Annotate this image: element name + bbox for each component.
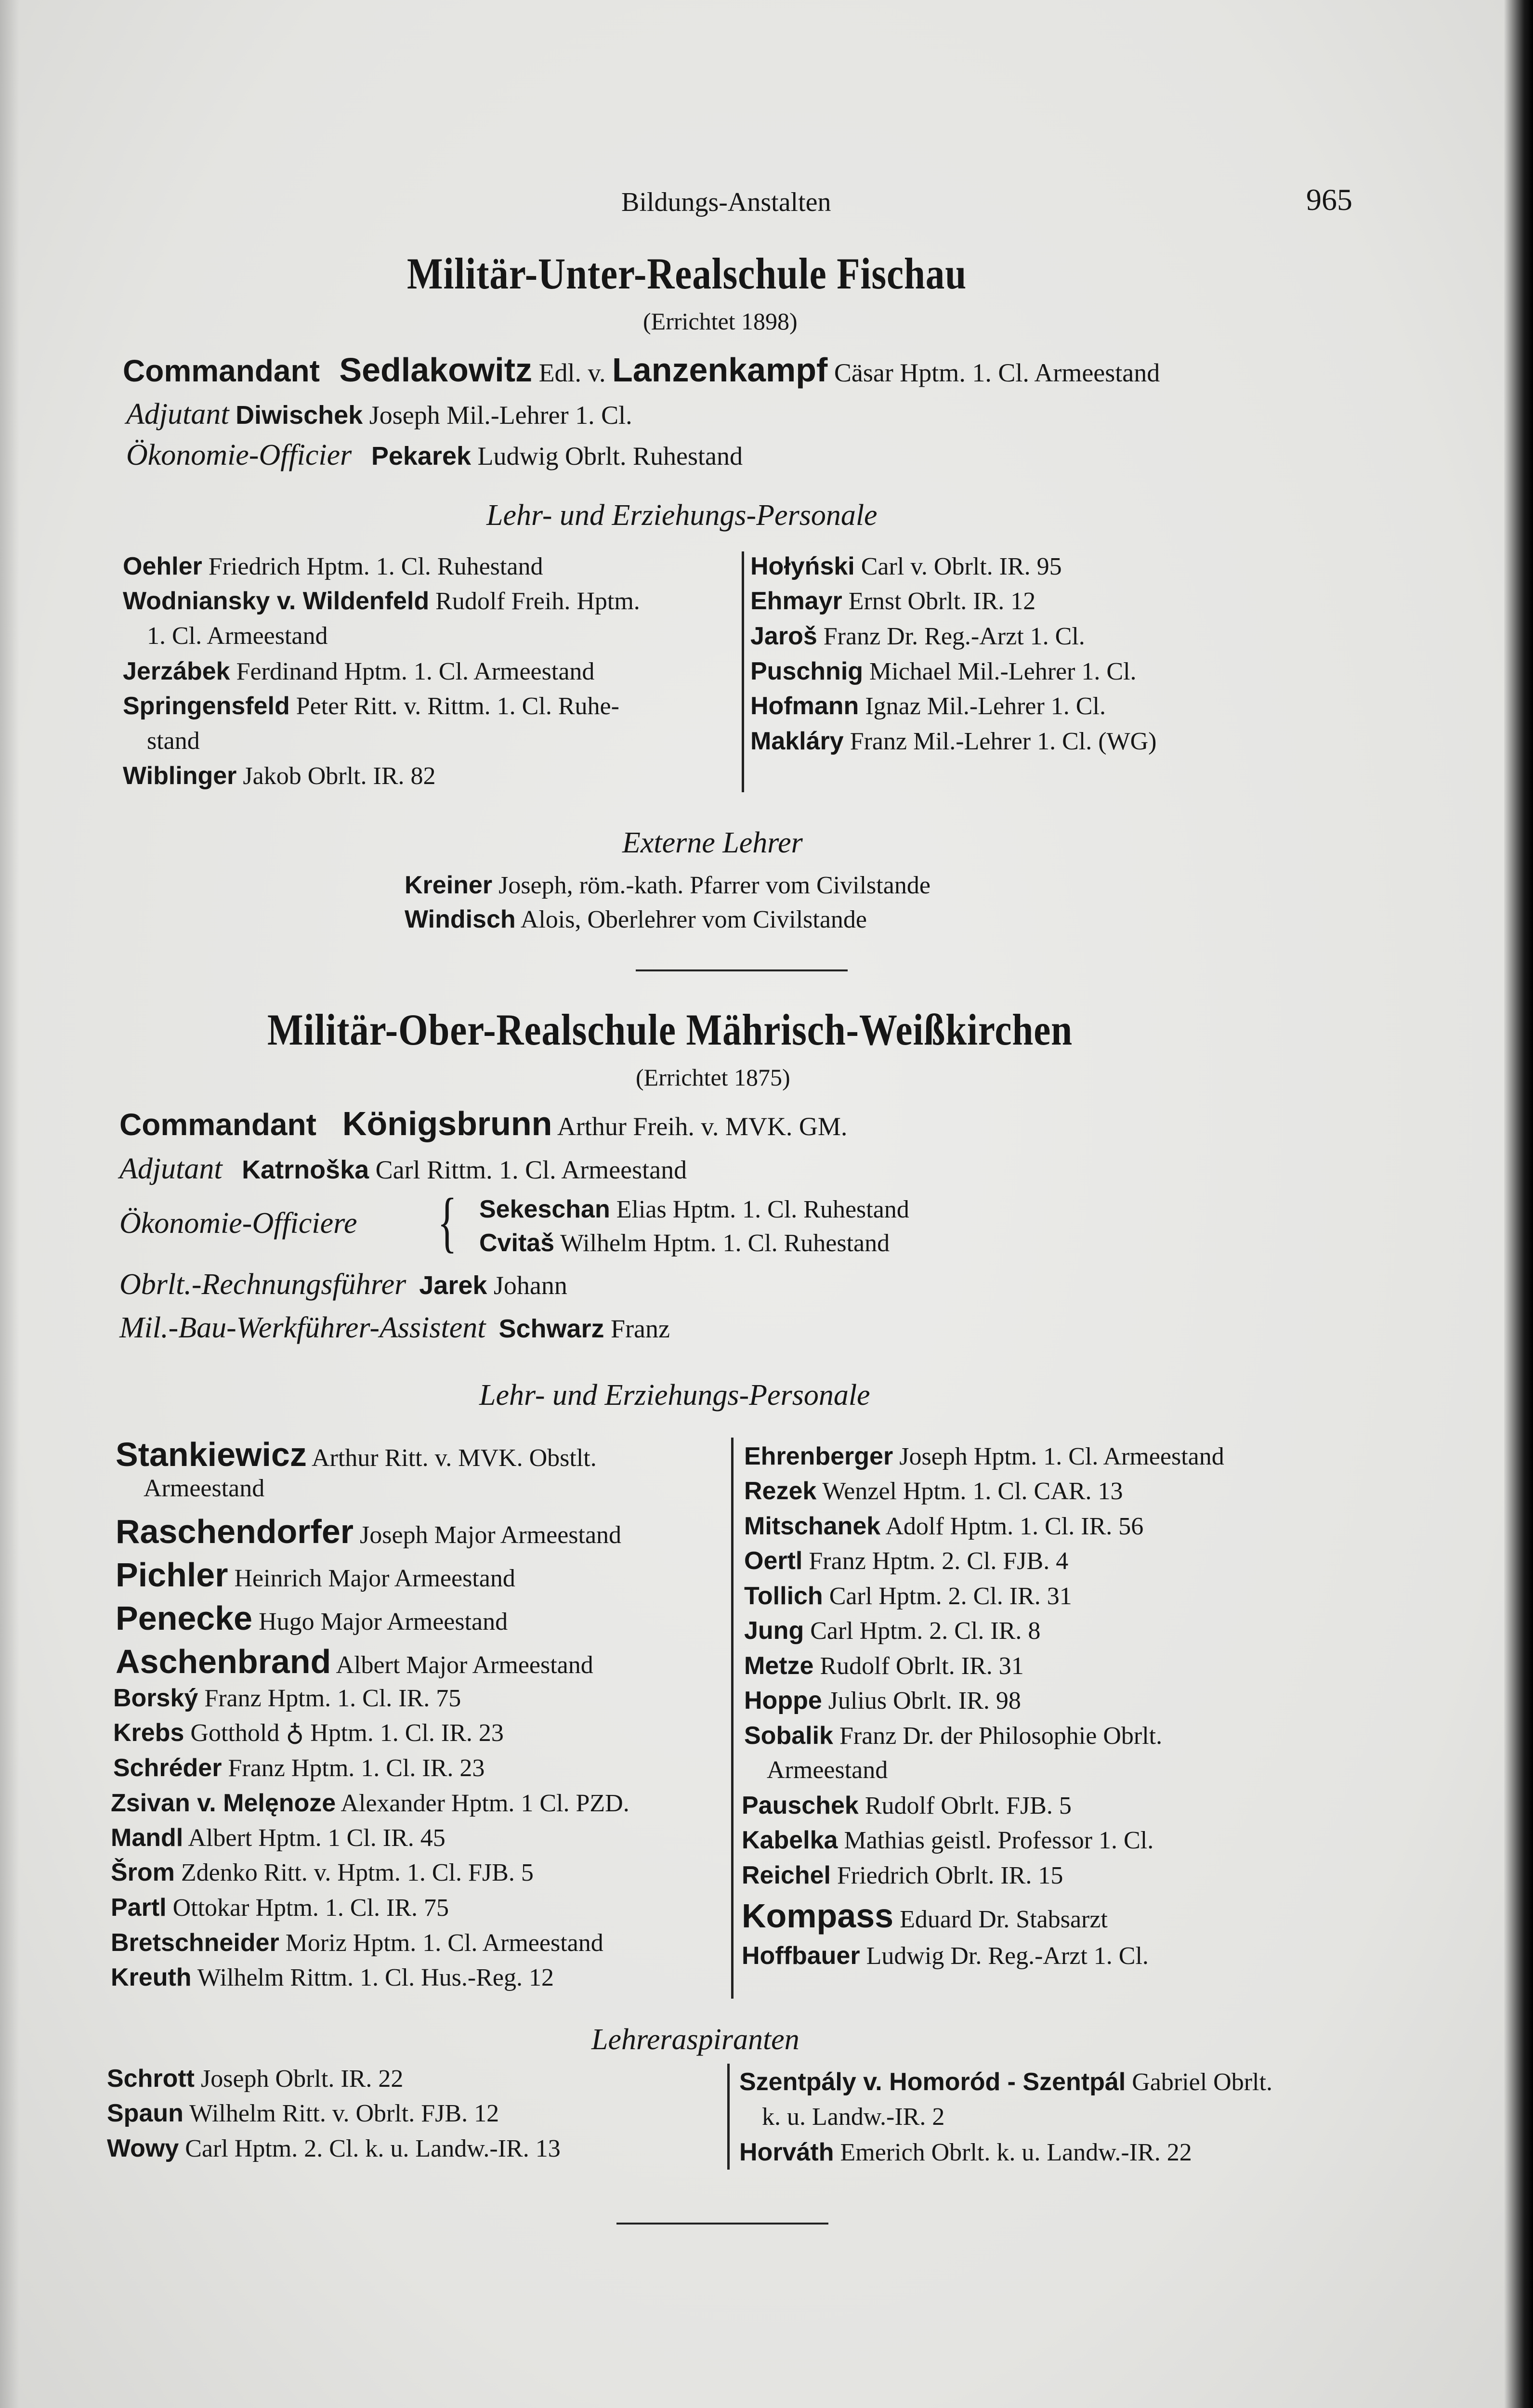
list-item: Šrom Zdenko Ritt. v. Hptm. 1. Cl. FJB. 5 xyxy=(111,1858,534,1886)
list-item: Bretschneider Moriz Hptm. 1. Cl. Armeestand xyxy=(111,1929,603,1957)
role-label: Adjutant xyxy=(119,1152,223,1185)
running-title: Bildungs-Anstalten xyxy=(621,187,831,217)
role-label: Commandant xyxy=(123,353,320,388)
section2-rechnung xyxy=(119,1268,567,1302)
section2-bau xyxy=(119,1311,670,1345)
list-item: Hoffbauer Ludwig Dr. Reg.-Arzt 1. Cl. xyxy=(742,1942,1149,1970)
section2-adjutant xyxy=(119,1152,687,1186)
person-name: Schwarz xyxy=(498,1314,604,1343)
section1-oekonomie xyxy=(126,438,743,472)
list-item: Schréder Franz Hptm. 1. Cl. IR. 23 xyxy=(113,1754,485,1782)
list-item: Oertl Franz Hptm. 2. Cl. FJB. 4 xyxy=(744,1547,1069,1575)
page-number: 965 xyxy=(1306,183,1352,217)
person-details: Ludwig Obrlt. Ruhestand xyxy=(477,442,743,471)
person-name: Sedlakowitz xyxy=(339,351,533,389)
list-item: Puschnig Michael Mil.-Lehrer 1. Cl. xyxy=(750,657,1137,685)
column-divider xyxy=(731,1438,734,1999)
section1-commandant xyxy=(123,351,1160,389)
list-item: Hoppe Julius Obrlt. IR. 98 xyxy=(744,1687,1021,1714)
aspirants-heading: Lehreraspiranten xyxy=(591,2023,799,2056)
list-item: Wiblinger Jakob Obrlt. IR. 82 xyxy=(123,762,436,790)
list-item: Sobalik Franz Dr. der Philosophie Obrlt. xyxy=(744,1722,1163,1750)
list-item: Zsivan v. Melęnoze Alexander Hptm. 1 Cl. PZD. xyxy=(111,1789,629,1817)
section2-commandant xyxy=(119,1104,847,1143)
list-item: Schrott Joseph Obrlt. IR. 22 xyxy=(107,2065,404,2093)
list-item: Kreiner Joseph, röm.-kath. Pfarrer vom Civilstande xyxy=(405,871,930,899)
person-details: Cäsar Hptm. 1. Cl. Armeestand xyxy=(834,358,1160,387)
role-label: Commandant xyxy=(119,1107,316,1142)
section1-established: (Errichtet 1898) xyxy=(643,308,798,335)
person-name: Katrnoška xyxy=(242,1155,369,1184)
list-item: Stankiewicz Arthur Ritt. v. MVK. Obstlt. xyxy=(116,1436,597,1473)
list-item: Hofmann Ignaz Mil.-Lehrer 1. Cl. xyxy=(750,692,1106,720)
list-item: Wowy Carl Hptm. 2. Cl. k. u. Landw.-IR. 13 xyxy=(107,2134,561,2162)
section1-personal-heading: Lehr- und Erziehungs-Personale xyxy=(486,499,878,532)
list-item: Hołyński Carl v. Obrlt. IR. 95 xyxy=(750,552,1062,580)
role-label: Mil.-Bau-Werkführer-Assistent xyxy=(119,1311,486,1344)
external-heading: Externe Lehrer xyxy=(622,826,803,859)
person-details: Arthur Freih. v. MVK. GM. xyxy=(557,1112,848,1141)
list-item: Ehrenberger Joseph Hptm. 1. Cl. Armeestand xyxy=(744,1442,1224,1470)
person-details: Franz xyxy=(611,1314,670,1343)
list-item: Szentpály v. Homoród - Szentpál Gabriel Obrlt. xyxy=(739,2068,1272,2096)
list-item: Borský Franz Hptm. 1. Cl. IR. 75 xyxy=(113,1684,461,1712)
list-item-continuation: stand xyxy=(147,727,200,755)
person-details: Carl Rittm. 1. Cl. Armeestand xyxy=(375,1155,687,1184)
list-item: Ehmayr Ernst Obrlt. IR. 12 xyxy=(750,587,1036,615)
list-item: Jaroš Franz Dr. Reg.-Arzt 1. Cl. xyxy=(750,622,1085,650)
section1-adjutant xyxy=(126,397,632,432)
column-divider xyxy=(742,551,744,792)
person-name: Pekarek xyxy=(371,442,472,471)
list-item-continuation: 1. Cl. Armeestand xyxy=(147,622,328,650)
list-item: Springensfeld Peter Ritt. v. Rittm. 1. Cl. Ruhe- xyxy=(123,692,619,720)
list-item: Mitschanek Adolf Hptm. 1. Cl. IR. 56 xyxy=(744,1512,1144,1540)
section-divider xyxy=(616,2223,828,2225)
section1-title: Militär-Unter-Realschule Fischau xyxy=(407,249,967,298)
list-item: Kompass Eduard Dr. Stabsarzt xyxy=(742,1897,1108,1935)
page-right-edge xyxy=(1504,0,1533,2408)
list-item: Makláry Franz Mil.-Lehrer 1. Cl. (WG) xyxy=(750,727,1157,755)
list-item: Metze Rudolf Obrlt. IR. 31 xyxy=(744,1652,1024,1680)
oekonomie-role: Ökonomie-Officiere xyxy=(119,1207,357,1240)
list-item: Raschendorfer Joseph Major Armeestand xyxy=(116,1513,622,1550)
list-item: Jung Carl Hptm. 2. Cl. IR. 8 xyxy=(744,1617,1041,1645)
name-particle: Edl. v. xyxy=(538,358,606,387)
list-item: Windisch Alois, Oberlehrer vom Civilstande xyxy=(405,905,867,933)
list-item-continuation: Armeestand xyxy=(144,1475,265,1502)
list-item: Pichler Heinrich Major Armeestand xyxy=(116,1556,515,1594)
list-item: Horváth Emerich Obrlt. k. u. Landw.-IR. 22 xyxy=(739,2138,1192,2166)
role-label: Adjutant xyxy=(126,398,229,431)
list-item-continuation: k. u. Landw.-IR. 2 xyxy=(762,2103,945,2131)
person-name-2: Lanzenkampf xyxy=(612,351,828,389)
person-details: Joseph Mil.-Lehrer 1. Cl. xyxy=(369,401,632,430)
section2-established: (Errichtet 1875) xyxy=(636,1064,790,1091)
list-item: Aschenbrand Albert Major Armeestand xyxy=(116,1643,593,1680)
list-item: Kabelka Mathias geistl. Professor 1. Cl. xyxy=(742,1826,1154,1854)
list-item: Penecke Hugo Major Armeestand xyxy=(116,1599,508,1637)
section2-title: Militär-Ober-Realschule Mährisch-Weißkirchen xyxy=(267,1005,1073,1054)
person-name: Königsbrunn xyxy=(342,1105,552,1142)
role-label: Ökonomie-Officier xyxy=(126,439,352,471)
list-item: Spaun Wilhelm Ritt. v. Obrlt. FJB. 12 xyxy=(107,2099,499,2127)
person-details: Johann xyxy=(493,1271,567,1300)
list-item: Sekeschan Elias Hptm. 1. Cl. Ruhestand xyxy=(479,1195,909,1223)
column-divider xyxy=(727,2064,730,2170)
list-item: Tollich Carl Hptm. 2. Cl. IR. 31 xyxy=(744,1582,1072,1610)
list-item: Rezek Wenzel Hptm. 1. Cl. CAR. 13 xyxy=(744,1477,1123,1505)
list-item: Reichel Friedrich Obrlt. IR. 15 xyxy=(742,1861,1063,1889)
list-item: Krebs Gotthold ♁ Hptm. 1. Cl. IR. 23 xyxy=(113,1719,504,1747)
list-item: Partl Ottokar Hptm. 1. Cl. IR. 75 xyxy=(111,1894,449,1922)
list-item: Pauschek Rudolf Obrlt. FJB. 5 xyxy=(742,1792,1072,1819)
page-left-shadow xyxy=(0,0,19,2408)
list-item-continuation: Armeestand xyxy=(767,1756,888,1784)
list-item: Wodniansky v. Wildenfeld Rudolf Freih. Hptm. xyxy=(123,587,640,615)
list-item: Oehler Friedrich Hptm. 1. Cl. Ruhestand xyxy=(123,552,543,580)
person-name: Diwischek xyxy=(236,401,363,430)
brace-glyph: { xyxy=(437,1185,457,1259)
list-item: Cvitaš Wilhelm Hptm. 1. Cl. Ruhestand xyxy=(479,1229,890,1257)
section-divider xyxy=(636,969,848,971)
list-item: Kreuth Wilhelm Rittm. 1. Cl. Hus.-Reg. 12 xyxy=(111,1963,554,1991)
person-name: Jarek xyxy=(419,1271,487,1300)
role-label: Obrlt.-Rechnungsführer xyxy=(119,1268,406,1301)
section2-personal-heading: Lehr- und Erziehungs-Personale xyxy=(479,1379,870,1412)
list-item: Mandl Albert Hptm. 1 Cl. IR. 45 xyxy=(111,1824,445,1852)
list-item: Jerzábek Ferdinand Hptm. 1. Cl. Armeestand xyxy=(123,657,595,685)
